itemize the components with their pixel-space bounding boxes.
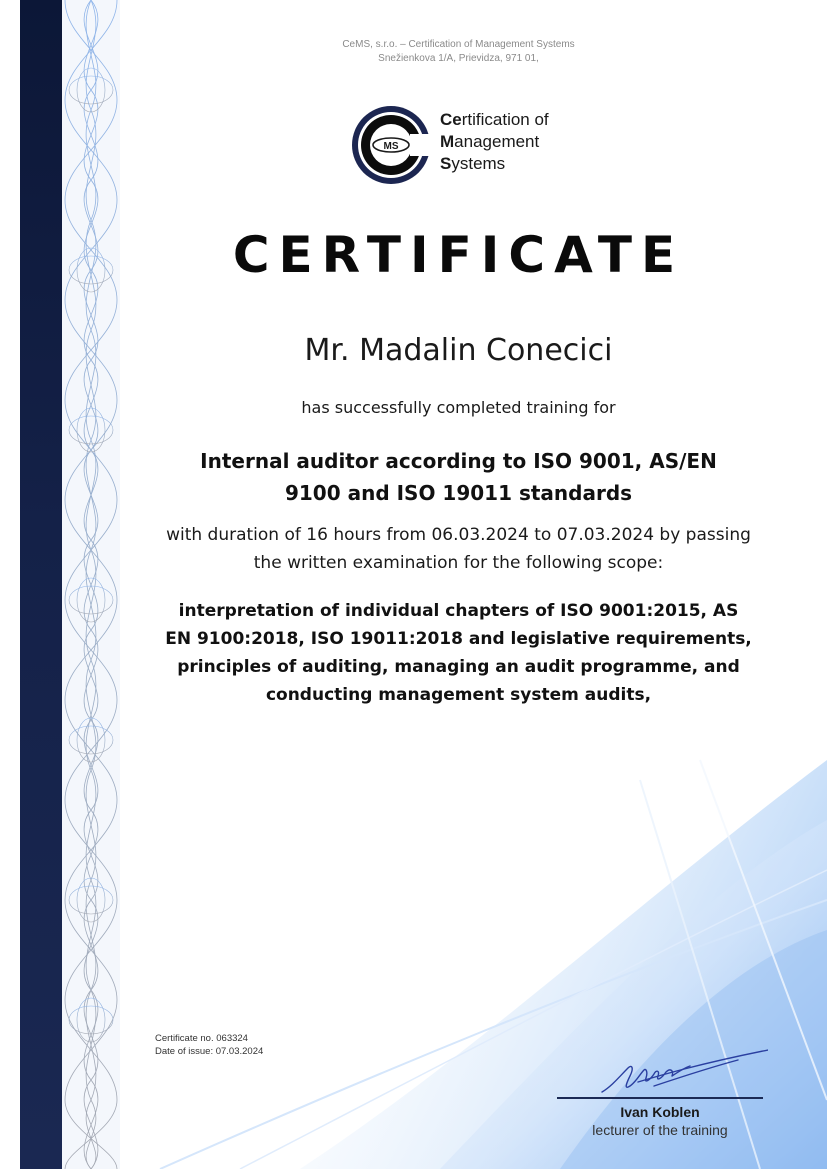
logo-line1-bold: Ce <box>440 110 462 129</box>
scope-line: interpretation of individual chapters of ISO 9001:2015, AS <box>178 601 739 621</box>
logo-line3-rest: ystems <box>451 154 506 173</box>
handwritten-signature <box>598 1046 768 1098</box>
issuer-address: Snežienkova 1/A, Prievidza, 971 01, <box>378 53 539 64</box>
course-title-line: Internal auditor according to ISO 9001, AS/EN <box>200 449 717 473</box>
certificate-title: CERTIFICATE <box>232 226 685 284</box>
logo-line2-rest: anagement <box>454 132 540 151</box>
certificate-meta <box>155 1032 263 1058</box>
scope-line: principles of auditing, managing an audit programme, and <box>177 657 740 677</box>
logo-line2-bold: M <box>440 132 455 151</box>
course-title-line: 9100 and ISO 19011 standards <box>284 481 633 505</box>
logo-line1-rest: rtification of <box>461 110 549 129</box>
duration-line: with duration of 16 hours from 06.03.2024 to 07.03.2024 by passing <box>166 525 751 545</box>
duration-line: the written examination for the following scope: <box>253 553 664 573</box>
recipient-name: Mr. Madalin Conecici <box>304 333 613 368</box>
scope-line: EN 9100:2018, ISO 19011:2018 and legislative requirements, <box>165 629 752 649</box>
issuer-name: CeMS, s.r.o. – Certification of Management Systems <box>342 39 575 50</box>
left-border-strip <box>20 0 62 1169</box>
training-scope <box>150 597 767 709</box>
issuer-header <box>120 38 797 66</box>
cems-logo-icon <box>350 104 432 186</box>
completion-statement: has successfully completed training for <box>301 398 616 417</box>
logo-line3-bold: S <box>440 154 452 173</box>
signature-line <box>557 1097 763 1099</box>
logo-monogram: MS <box>383 141 399 152</box>
signatory-name: Ivan Koblen <box>620 1104 700 1120</box>
scope-line: conducting management system audits, <box>265 685 652 705</box>
signatory-role: lecturer of the training <box>592 1122 728 1138</box>
logo-wordmark <box>440 109 549 175</box>
duration-statement <box>140 521 777 577</box>
certificate-content <box>120 0 797 1169</box>
issue-date: Date of issue: 07.03.2024 <box>155 1046 264 1057</box>
course-title <box>170 445 747 509</box>
guilloche-border <box>62 0 120 1169</box>
certificate-number: Certificate no. 063324 <box>155 1033 248 1044</box>
